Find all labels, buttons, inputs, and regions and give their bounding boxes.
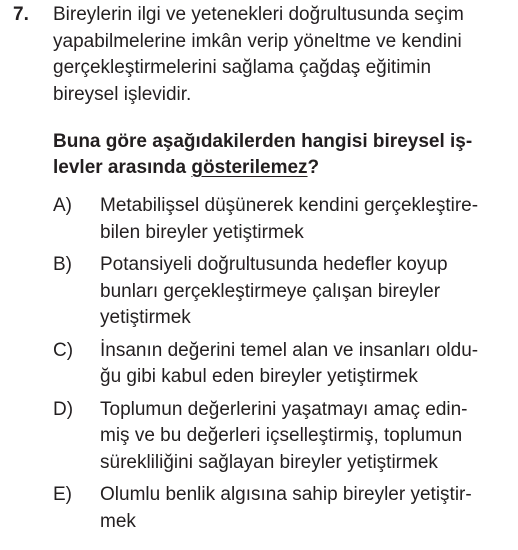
option-text: miş ve bu değerleri içselleştirmiş, toplumun <box>100 425 463 446</box>
option-text: sürekliliğini sağlayan bireyler yetiştirmek <box>100 451 438 473</box>
option-text: bilen bireyler yetiştirmek <box>100 221 304 243</box>
option-d[interactable] <box>53 397 515 477</box>
option-text: ğu gibi kabul eden bireyler yetiştirmek <box>100 366 418 387</box>
option-text: Potansiyeli doğrultusunda hedefler koyup <box>100 254 448 275</box>
option-e[interactable] <box>53 482 515 535</box>
option-text: yetiştirmek <box>100 307 191 328</box>
option-b[interactable] <box>53 252 515 332</box>
option-text: mek <box>100 510 136 532</box>
question-stem <box>53 2 515 108</box>
option-letter: A) <box>53 195 72 216</box>
stem-line: bireysel işlevidir. <box>53 83 192 105</box>
option-text: İnsanın değerini temel alan ve insanları oldu- <box>100 339 479 361</box>
prompt-text: levler arasında <box>53 157 192 178</box>
option-letter: D) <box>53 398 74 420</box>
stem-line: gerçekleştirmelerini sağlama çağdaş eğitimin <box>53 57 432 78</box>
option-text: Metabilişsel düşünerek kendini gerçekleştire- <box>100 195 479 216</box>
prompt-emphasis: gösterilemez <box>191 157 308 178</box>
option-c[interactable] <box>53 338 515 391</box>
option-text: bunları gerçekleştirmeye çalışan bireyler <box>100 280 441 302</box>
stem-line: Bireylerin ilgi ve yetenekleri doğrultusunda seçim <box>53 4 464 25</box>
option-letter: B) <box>53 254 72 275</box>
stem-line: yapabilmelerine imkân verip yöneltme ve kendini <box>53 30 462 52</box>
option-text: Olumlu benlik algısına sahip bireyler yetiştir- <box>100 484 472 505</box>
prompt-line: Buna göre aşağıdakilerden hangisi bireysel iş- <box>53 131 473 152</box>
prompt-question-mark: ? <box>307 157 320 178</box>
question-prompt <box>53 129 515 181</box>
prompt-line <box>53 155 515 181</box>
option-letter: C) <box>53 339 74 361</box>
option-letter: E) <box>53 484 72 505</box>
option-text: Toplumun değerlerini yaşatmayı amaç edin- <box>100 398 468 420</box>
option-a[interactable] <box>53 193 515 246</box>
answer-options <box>53 193 515 541</box>
question-number: 7. <box>13 4 29 25</box>
